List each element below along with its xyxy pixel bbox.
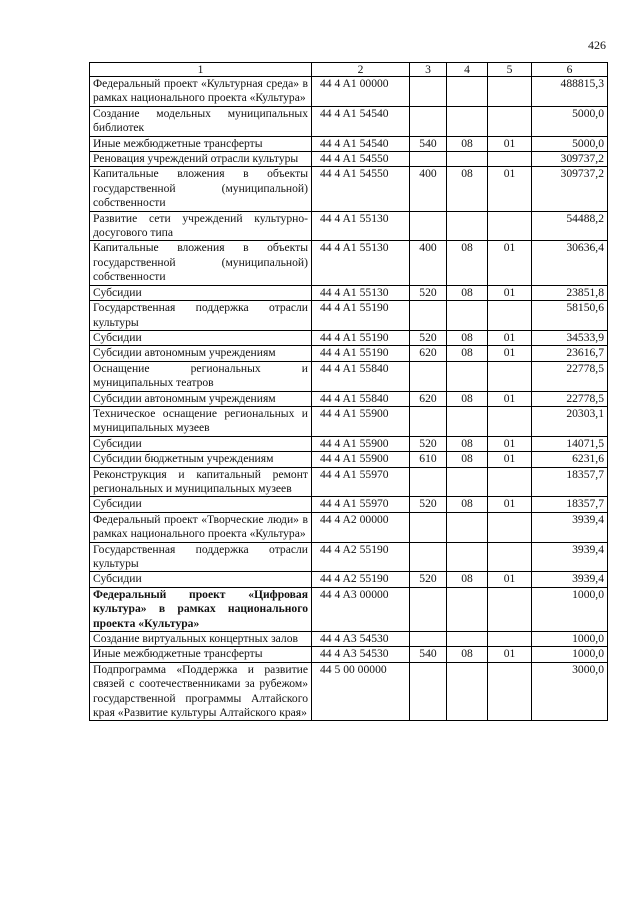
- row-rz-cell: [447, 542, 488, 572]
- row-vr-cell: [410, 467, 447, 497]
- budget-table: [89, 62, 608, 721]
- row-code-cell: 44 4 A2 55190: [312, 572, 410, 587]
- row-pr-cell: [488, 406, 532, 436]
- table-row: [90, 662, 608, 721]
- row-name-cell: Капитальные вложения в объекты государственной (муниципальной) собственности: [90, 167, 312, 211]
- row-vr-cell: 610: [410, 452, 447, 467]
- row-code-cell: 44 4 A1 54540: [312, 106, 410, 136]
- row-pr-cell: [488, 77, 532, 107]
- row-sum-cell: 1000,0: [532, 587, 608, 631]
- table-row: [90, 77, 608, 107]
- row-rz-cell: [447, 406, 488, 436]
- table-row: [90, 136, 608, 151]
- row-rz-cell: 08: [447, 346, 488, 361]
- row-sum-cell: 3000,0: [532, 662, 608, 721]
- row-rz-cell: [447, 587, 488, 631]
- row-sum-cell: 1000,0: [532, 632, 608, 647]
- row-rz-cell: 08: [447, 572, 488, 587]
- table-row: [90, 285, 608, 300]
- row-pr-cell: [488, 662, 532, 721]
- row-name-cell: Субсидии: [90, 285, 312, 300]
- row-name-cell: Техническое оснащение региональных и муниципальных музеев: [90, 406, 312, 436]
- row-name-cell: Субсидии: [90, 330, 312, 345]
- row-rz-cell: [447, 467, 488, 497]
- row-sum-cell: 309737,2: [532, 152, 608, 167]
- row-pr-cell: [488, 512, 532, 542]
- row-pr-cell: 01: [488, 330, 532, 345]
- row-pr-cell: 01: [488, 241, 532, 285]
- row-sum-cell: 5000,0: [532, 106, 608, 136]
- row-vr-cell: [410, 512, 447, 542]
- table-row: [90, 572, 608, 587]
- row-rz-cell: [447, 301, 488, 331]
- row-vr-cell: 520: [410, 572, 447, 587]
- row-vr-cell: [410, 211, 447, 241]
- row-rz-cell: 08: [447, 330, 488, 345]
- column-header: 6: [532, 63, 608, 77]
- row-vr-cell: [410, 361, 447, 391]
- row-code-cell: 44 4 A1 55970: [312, 467, 410, 497]
- table-row: [90, 106, 608, 136]
- row-name-cell: Создание виртуальных концертных залов: [90, 632, 312, 647]
- row-rz-cell: 08: [447, 452, 488, 467]
- row-vr-cell: 540: [410, 647, 447, 662]
- row-pr-cell: [488, 542, 532, 572]
- row-pr-cell: 01: [488, 497, 532, 512]
- row-pr-cell: [488, 211, 532, 241]
- row-name-cell: Федеральный проект «Творческие люди» в рамках национального проекта «Культура»: [90, 512, 312, 542]
- table-row: [90, 587, 608, 631]
- row-name-cell: Реконструкция и капитальный ремонт региональных и муниципальных музеев: [90, 467, 312, 497]
- row-vr-cell: [410, 587, 447, 631]
- row-pr-cell: 01: [488, 391, 532, 406]
- row-code-cell: 44 4 A1 55130: [312, 211, 410, 241]
- row-pr-cell: 01: [488, 285, 532, 300]
- row-rz-cell: [447, 152, 488, 167]
- row-code-cell: 44 4 A1 55130: [312, 285, 410, 300]
- row-code-cell: 44 4 A1 55970: [312, 497, 410, 512]
- row-name-cell: Оснащение региональных и муниципальных театров: [90, 361, 312, 391]
- row-sum-cell: 6231,6: [532, 452, 608, 467]
- row-rz-cell: [447, 361, 488, 391]
- table-body: [90, 77, 608, 721]
- row-code-cell: 44 4 A2 00000: [312, 512, 410, 542]
- row-sum-cell: 3939,4: [532, 572, 608, 587]
- row-code-cell: 44 5 00 00000: [312, 662, 410, 721]
- row-code-cell: 44 4 A1 54550: [312, 152, 410, 167]
- row-sum-cell: 23851,8: [532, 285, 608, 300]
- column-header: 5: [488, 63, 532, 77]
- row-code-cell: 44 4 A1 55840: [312, 361, 410, 391]
- row-vr-cell: 520: [410, 436, 447, 451]
- row-vr-cell: 620: [410, 346, 447, 361]
- row-pr-cell: 01: [488, 647, 532, 662]
- row-vr-cell: 520: [410, 497, 447, 512]
- table-row: [90, 152, 608, 167]
- row-name-cell: Иные межбюджетные трансферты: [90, 136, 312, 151]
- row-sum-cell: 3939,4: [532, 512, 608, 542]
- row-code-cell: 44 4 A1 55900: [312, 452, 410, 467]
- row-rz-cell: [447, 77, 488, 107]
- row-name-cell: Развитие сети учреждений культурно-досугового типа: [90, 211, 312, 241]
- row-pr-cell: [488, 587, 532, 631]
- row-code-cell: 44 4 A1 55190: [312, 330, 410, 345]
- row-sum-cell: 54488,2: [532, 211, 608, 241]
- row-code-cell: 44 4 A1 55840: [312, 391, 410, 406]
- row-code-cell: 44 4 A3 00000: [312, 587, 410, 631]
- table-row: [90, 391, 608, 406]
- row-name-cell: Иные межбюджетные трансферты: [90, 647, 312, 662]
- row-name-cell: Федеральный проект «Цифровая культура» в рамках национального проекта «Культура»: [90, 587, 312, 631]
- row-code-cell: 44 4 A3 54530: [312, 632, 410, 647]
- table-row: [90, 406, 608, 436]
- row-name-cell: Субсидии бюджетным учреждениям: [90, 452, 312, 467]
- row-rz-cell: [447, 106, 488, 136]
- row-pr-cell: 01: [488, 452, 532, 467]
- row-pr-cell: 01: [488, 572, 532, 587]
- row-vr-cell: 520: [410, 285, 447, 300]
- row-pr-cell: [488, 106, 532, 136]
- column-header: 2: [312, 63, 410, 77]
- row-rz-cell: 08: [447, 647, 488, 662]
- row-name-cell: Федеральный проект «Культурная среда» в рамках национального проекта «Культура»: [90, 77, 312, 107]
- row-name-cell: Субсидии: [90, 572, 312, 587]
- table-row: [90, 467, 608, 497]
- row-name-cell: Субсидии автономным учреждениям: [90, 391, 312, 406]
- table-row: [90, 167, 608, 211]
- row-name-cell: Капитальные вложения в объекты государственной (муниципальной) собственности: [90, 241, 312, 285]
- table-row: [90, 452, 608, 467]
- table-row: [90, 211, 608, 241]
- row-vr-cell: [410, 301, 447, 331]
- row-rz-cell: [447, 512, 488, 542]
- row-code-cell: 44 4 A1 54550: [312, 167, 410, 211]
- row-rz-cell: [447, 632, 488, 647]
- row-code-cell: 44 4 A2 55190: [312, 542, 410, 572]
- header-row: [90, 63, 608, 77]
- row-pr-cell: [488, 467, 532, 497]
- row-sum-cell: 20303,1: [532, 406, 608, 436]
- row-sum-cell: 3939,4: [532, 542, 608, 572]
- row-sum-cell: 22778,5: [532, 391, 608, 406]
- row-rz-cell: 08: [447, 136, 488, 151]
- row-sum-cell: 23616,7: [532, 346, 608, 361]
- row-vr-cell: [410, 662, 447, 721]
- row-rz-cell: 08: [447, 241, 488, 285]
- row-code-cell: 44 4 A1 55190: [312, 301, 410, 331]
- row-vr-cell: [410, 77, 447, 107]
- row-name-cell: Подпрограмма «Поддержка и развитие связей с соотечественниками за рубежом» государственной программы Алтайского края «Развитие культуры Алтайского края»: [90, 662, 312, 721]
- table-row: [90, 330, 608, 345]
- row-vr-cell: 400: [410, 167, 447, 211]
- row-code-cell: 44 4 A1 54540: [312, 136, 410, 151]
- row-rz-cell: 08: [447, 285, 488, 300]
- row-name-cell: Субсидии: [90, 436, 312, 451]
- row-vr-cell: 400: [410, 241, 447, 285]
- row-sum-cell: 488815,3: [532, 77, 608, 107]
- row-pr-cell: [488, 152, 532, 167]
- table-row: [90, 436, 608, 451]
- row-name-cell: Государственная поддержка отрасли культуры: [90, 542, 312, 572]
- row-pr-cell: 01: [488, 346, 532, 361]
- row-sum-cell: 58150,6: [532, 301, 608, 331]
- table-row: [90, 301, 608, 331]
- row-vr-cell: 520: [410, 330, 447, 345]
- row-code-cell: 44 4 A3 54530: [312, 647, 410, 662]
- row-code-cell: 44 4 A1 55190: [312, 346, 410, 361]
- row-name-cell: Государственная поддержка отрасли культуры: [90, 301, 312, 331]
- row-vr-cell: [410, 632, 447, 647]
- row-pr-cell: 01: [488, 436, 532, 451]
- row-rz-cell: [447, 211, 488, 241]
- row-sum-cell: 22778,5: [532, 361, 608, 391]
- row-code-cell: 44 4 A1 55900: [312, 436, 410, 451]
- table-row: [90, 497, 608, 512]
- table-row: [90, 512, 608, 542]
- row-vr-cell: [410, 152, 447, 167]
- column-header: 4: [447, 63, 488, 77]
- row-sum-cell: 5000,0: [532, 136, 608, 151]
- row-vr-cell: [410, 106, 447, 136]
- row-sum-cell: 18357,7: [532, 467, 608, 497]
- row-pr-cell: [488, 361, 532, 391]
- row-sum-cell: 34533,9: [532, 330, 608, 345]
- row-name-cell: Субсидии автономным учреждениям: [90, 346, 312, 361]
- column-header: 1: [90, 63, 312, 77]
- row-sum-cell: 309737,2: [532, 167, 608, 211]
- row-pr-cell: [488, 632, 532, 647]
- row-vr-cell: [410, 542, 447, 572]
- row-sum-cell: 1000,0: [532, 647, 608, 662]
- table-row: [90, 346, 608, 361]
- row-pr-cell: 01: [488, 136, 532, 151]
- row-code-cell: 44 4 A1 00000: [312, 77, 410, 107]
- table-row: [90, 647, 608, 662]
- row-sum-cell: 14071,5: [532, 436, 608, 451]
- row-code-cell: 44 4 A1 55130: [312, 241, 410, 285]
- row-name-cell: Создание модельных муниципальных библиотек: [90, 106, 312, 136]
- row-code-cell: 44 4 A1 55900: [312, 406, 410, 436]
- row-vr-cell: 540: [410, 136, 447, 151]
- table-row: [90, 241, 608, 285]
- row-rz-cell: 08: [447, 167, 488, 211]
- row-rz-cell: 08: [447, 436, 488, 451]
- row-rz-cell: 08: [447, 497, 488, 512]
- row-name-cell: Реновация учреждений отрасли культуры: [90, 152, 312, 167]
- table-row: [90, 542, 608, 572]
- row-pr-cell: 01: [488, 167, 532, 211]
- row-vr-cell: 620: [410, 391, 447, 406]
- row-sum-cell: 18357,7: [532, 497, 608, 512]
- page-number: 426: [588, 38, 606, 52]
- row-name-cell: Субсидии: [90, 497, 312, 512]
- row-sum-cell: 30636,4: [532, 241, 608, 285]
- table-row: [90, 632, 608, 647]
- table-row: [90, 361, 608, 391]
- row-vr-cell: [410, 406, 447, 436]
- row-rz-cell: 08: [447, 391, 488, 406]
- row-pr-cell: [488, 301, 532, 331]
- column-header: 3: [410, 63, 447, 77]
- row-rz-cell: [447, 662, 488, 721]
